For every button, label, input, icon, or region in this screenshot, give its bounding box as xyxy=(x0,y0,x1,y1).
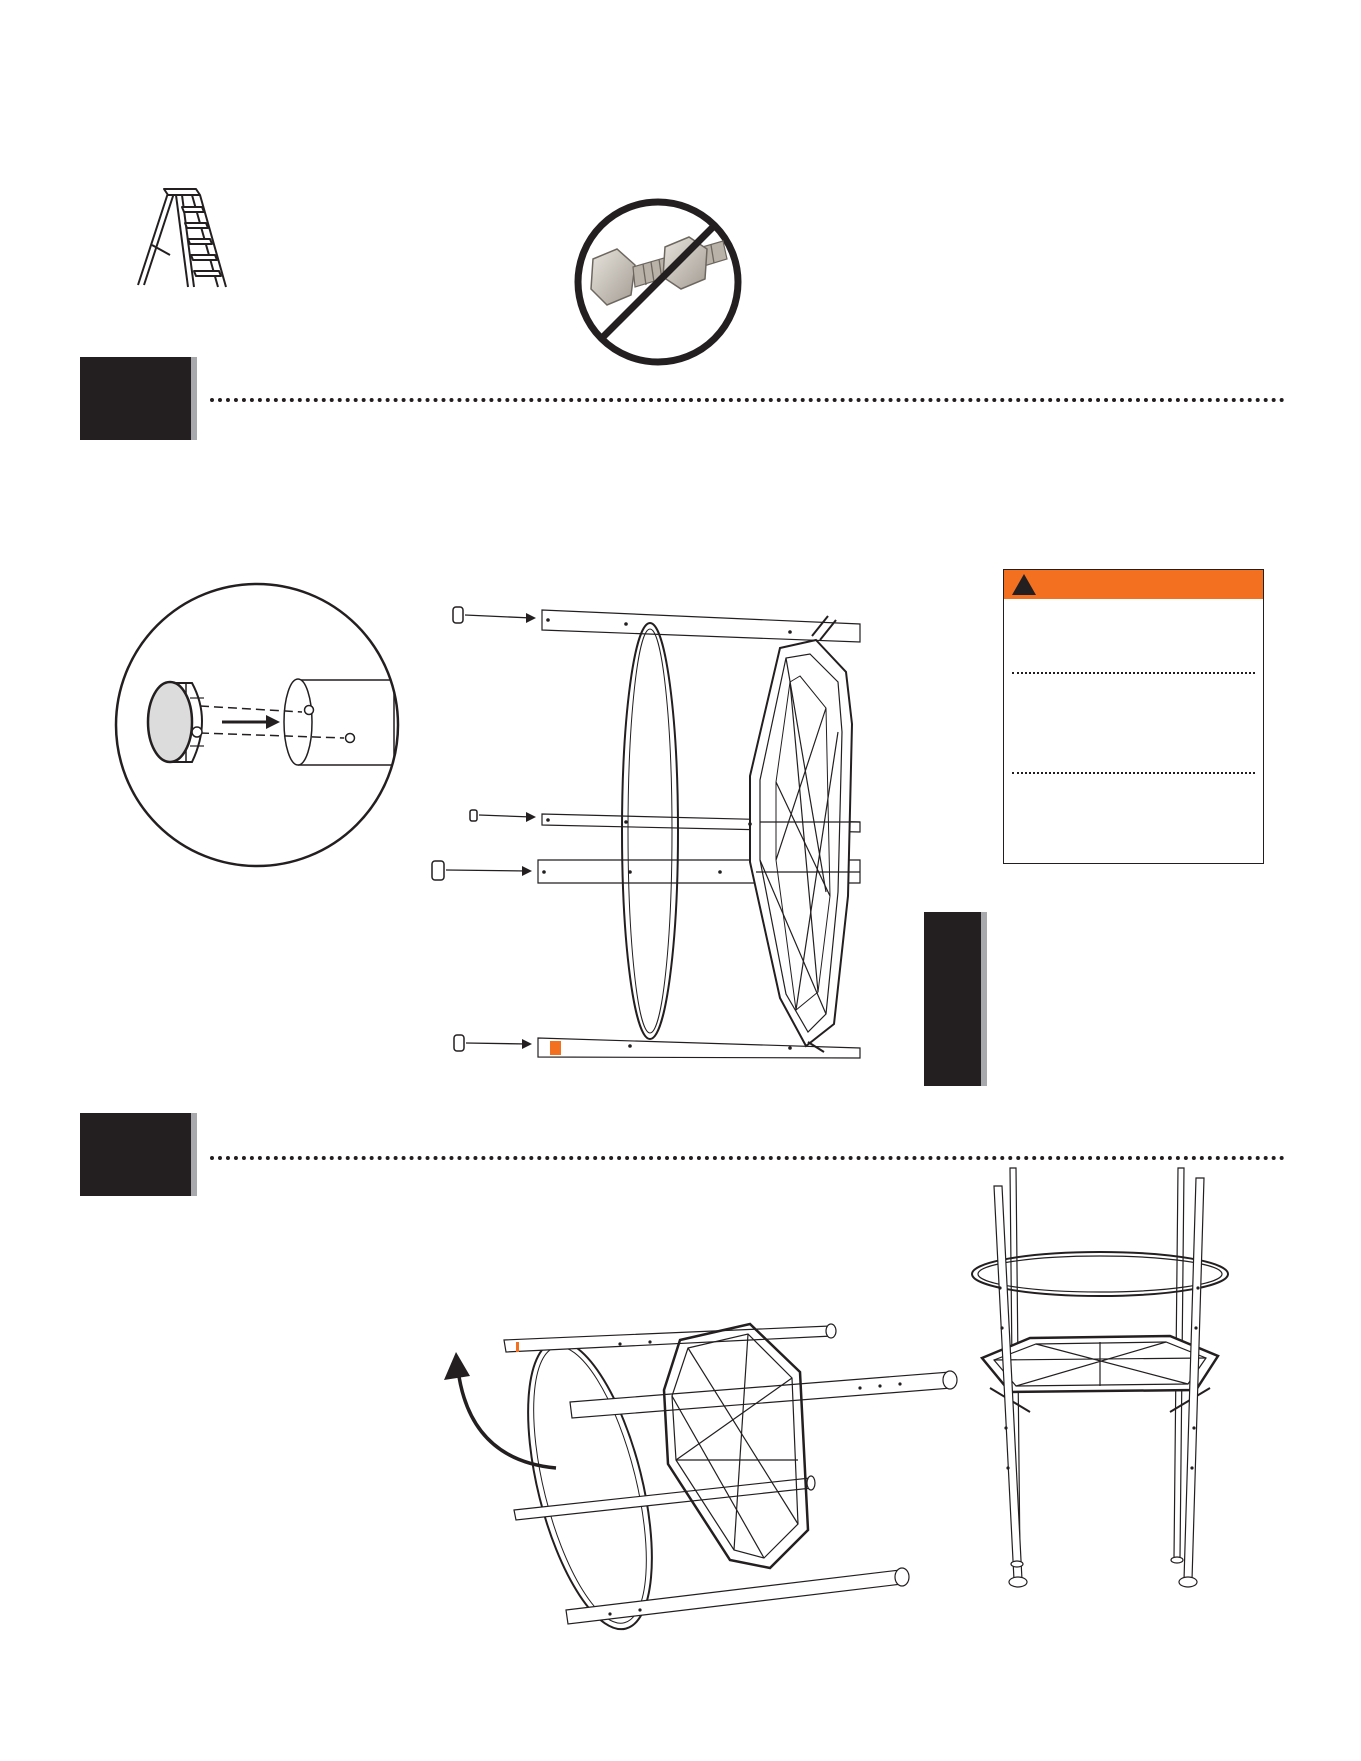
warning-separator xyxy=(1012,672,1255,674)
warning-header xyxy=(1004,570,1263,599)
frame-standing-drawing xyxy=(970,1168,1230,1608)
step-ladder-icon xyxy=(130,185,230,295)
warning-separator xyxy=(1012,772,1255,774)
section-divider xyxy=(210,1156,1285,1160)
step-number-block xyxy=(80,357,197,440)
curved-rotate-arrow-icon xyxy=(444,1352,470,1380)
detail-magnifier xyxy=(112,580,402,870)
step-number-block xyxy=(80,1113,197,1196)
no-nut-bolt-icon xyxy=(573,197,743,367)
side-tab-block xyxy=(924,912,987,1086)
section-divider xyxy=(210,398,1285,402)
warning-panel xyxy=(1003,569,1264,864)
warning-triangle-icon xyxy=(1011,573,1037,596)
frame-assembly-drawing xyxy=(420,596,860,1066)
frame-lying-drawing xyxy=(500,1310,970,1640)
